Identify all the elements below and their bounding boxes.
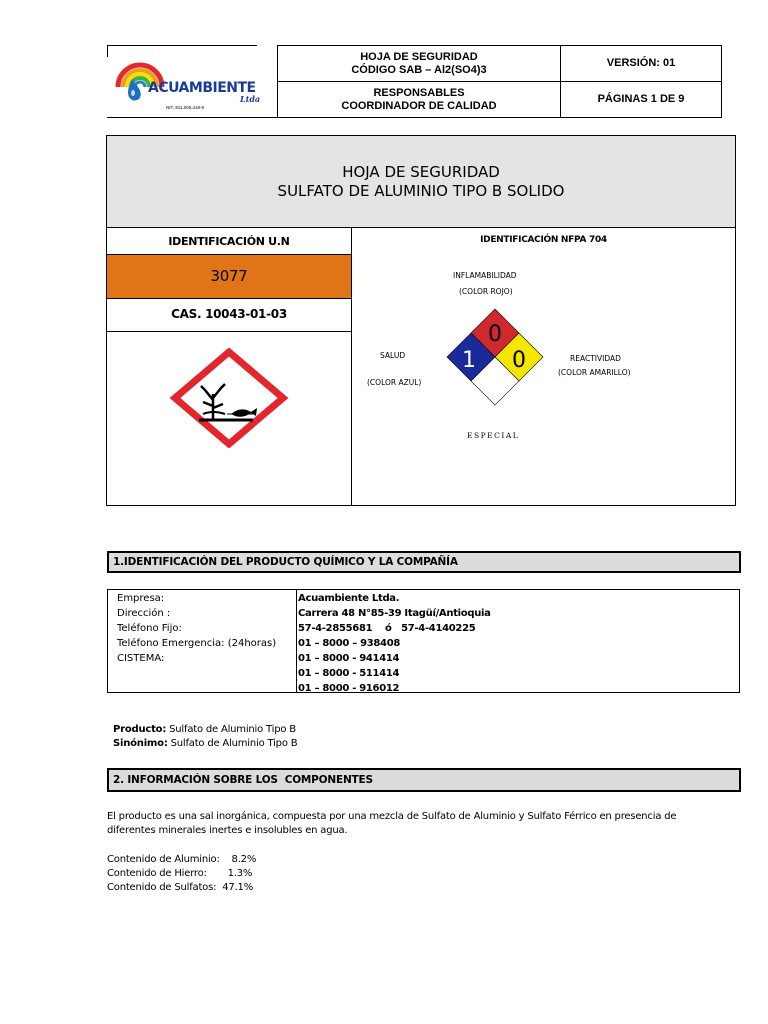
company-info-values bbox=[298, 590, 739, 696]
doc-code: CÓDIGO SAB – Al2(SO4)3 bbox=[351, 63, 487, 76]
logo-suffix: Ltda bbox=[240, 94, 261, 104]
main-title-line2: SULFATO DE ALUMINIO TIPO B SOLIDO bbox=[277, 182, 565, 200]
paragraph-line1: El producto es una sal inorgánica, compuesta por una mezcla de Sulfato de Aluminio y Sulfato Férrico en presencia de bbox=[107, 811, 677, 822]
nfpa-column bbox=[352, 228, 735, 505]
logo-nit: NIT. 811.005.418-5 bbox=[166, 105, 205, 110]
un-column bbox=[107, 228, 352, 505]
company-logo bbox=[112, 51, 272, 111]
main-title-line1: HOJA DE SEGURIDAD bbox=[342, 163, 500, 181]
responsables-value: COORDINADOR DE CALIDAD bbox=[341, 99, 497, 112]
header-table bbox=[107, 45, 722, 118]
label-telefono-fijo: Teléfono Fijo: bbox=[117, 623, 182, 634]
sinonimo-label: Sinónimo: bbox=[112, 738, 168, 749]
company-info-labels bbox=[108, 590, 297, 692]
content-aluminio: Contenido de Aluminio: 8.2% bbox=[107, 854, 257, 865]
section2-header: 2. INFORMACIÓN SOBRE LOS COMPONENTES bbox=[107, 768, 741, 792]
reactivity-value: 0 bbox=[512, 348, 526, 373]
label-telefono-emergencia: Teléfono Emergencia: (24horas) bbox=[117, 638, 277, 649]
section1-header: 1.IDENTIFICACIÓN DEL PRODUCTO QUÍMICO Y LA COMPAÑÍA bbox=[107, 551, 741, 573]
un-number-box bbox=[107, 255, 351, 299]
nfpa-title: IDENTIFICACIÓN NFPA 704 bbox=[480, 235, 607, 245]
responsables-label: RESPONSABLES bbox=[373, 86, 465, 99]
doc-title-cell bbox=[277, 45, 561, 82]
reactivity-label: REACTIVIDAD bbox=[570, 354, 621, 363]
page-count: PÁGINAS 1 DE 9 bbox=[597, 93, 685, 105]
sinonimo-value: Sulfato de Aluminio Tipo B bbox=[167, 738, 298, 749]
version: VERSIÓN: 01 bbox=[606, 57, 676, 69]
environment-hazard-icon bbox=[169, 348, 289, 448]
content-sulfatos: Contenido de Sulfatos: 47.1% bbox=[107, 882, 254, 893]
label-empresa: Empresa: bbox=[117, 593, 165, 604]
producto-value: Sulfato de Aluminio Tipo B bbox=[166, 724, 296, 735]
health-value: 1 bbox=[462, 348, 476, 373]
flammability-color: (COLOR ROJO) bbox=[459, 287, 513, 296]
producto-label: Producto: bbox=[112, 724, 167, 735]
value-emergencia-2: 01 – 8000 - 941414 bbox=[298, 653, 400, 664]
value-telefono-fijo: 57-4-2855681 ó 57-4-4140225 bbox=[298, 623, 476, 634]
value-empresa: Acuambiente Ltda. bbox=[298, 593, 400, 604]
responsables-cell bbox=[277, 81, 561, 118]
reactivity-color: (COLOR AMARILLO) bbox=[558, 368, 631, 377]
un-number: 3077 bbox=[210, 267, 248, 285]
value-emergencia-4: 01 – 8000 - 916012 bbox=[298, 683, 400, 694]
contents-list bbox=[107, 853, 256, 895]
flammability-value: 0 bbox=[488, 322, 502, 347]
doc-title: HOJA DE SEGURIDAD bbox=[360, 50, 478, 63]
special-label: ESPECIAL bbox=[467, 431, 520, 440]
label-direccion: Dirección : bbox=[117, 608, 171, 619]
label-cistema: CISTEMA: bbox=[117, 653, 165, 664]
synonym-line bbox=[107, 723, 297, 751]
pages-cell bbox=[560, 81, 722, 118]
un-label: IDENTIFICACIÓN U.N bbox=[107, 228, 351, 255]
logo-text: ACUAMBIENTE bbox=[148, 80, 256, 96]
value-emergencia-3: 01 – 8000 - 511414 bbox=[298, 668, 400, 679]
components-paragraph bbox=[107, 810, 707, 838]
main-title-area bbox=[107, 136, 735, 228]
version-cell bbox=[560, 45, 722, 82]
content-hierro: Contenido de Hierro: 1.3% bbox=[107, 868, 253, 879]
company-info-table bbox=[107, 589, 740, 693]
flammability-label: INFLAMABILIDAD bbox=[453, 271, 517, 280]
health-label: SALUD bbox=[380, 351, 406, 360]
logo-cell bbox=[107, 45, 278, 118]
main-box bbox=[106, 135, 736, 506]
cas-number: CAS. 10043-01-03 bbox=[107, 299, 351, 332]
health-color: (COLOR AZUL) bbox=[367, 378, 422, 387]
value-direccion: Carrera 48 N°85-39 Itagüí/Antioquia bbox=[298, 608, 491, 619]
value-emergencia-1: 01 – 8000 – 938408 bbox=[298, 638, 401, 649]
paragraph-line2: diferentes minerales inertes e insolubles en agua. bbox=[107, 825, 348, 836]
